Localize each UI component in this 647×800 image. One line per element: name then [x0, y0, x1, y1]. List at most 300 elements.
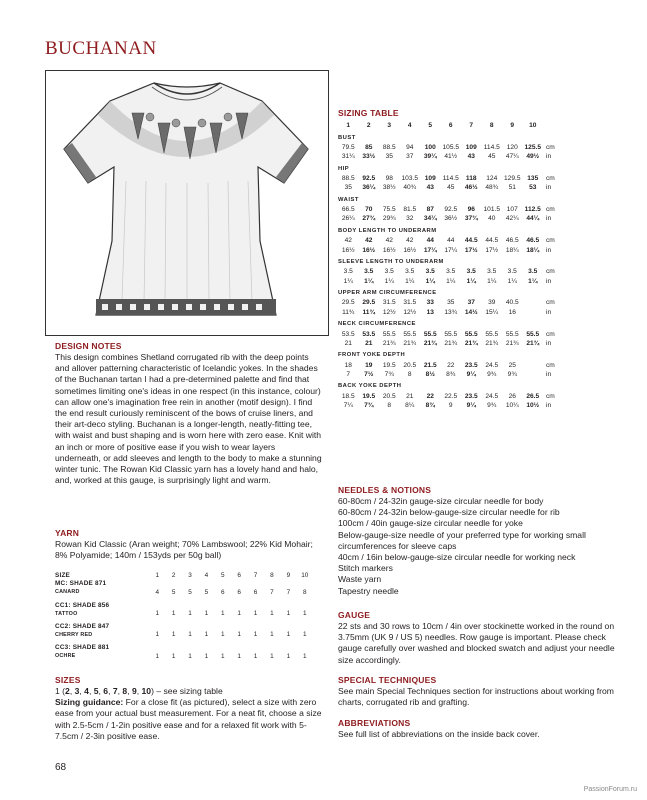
yarn-ball-count: 1	[204, 631, 209, 639]
sizing-value: 55.5	[526, 330, 540, 338]
sizing-value: 98	[385, 175, 393, 183]
sizing-value: 31.5	[403, 299, 417, 307]
sizing-value: 22	[426, 392, 434, 400]
sizing-unit: in	[546, 277, 552, 285]
sizing-value: 7	[346, 370, 351, 378]
sizing-value: 7¾	[364, 401, 374, 409]
sizing-value: 10½	[526, 401, 540, 409]
yarn-ball-count: 1	[270, 652, 274, 660]
yarn-ball-count: 1	[253, 610, 258, 618]
sizing-value: 21¾	[464, 339, 478, 347]
needles-section	[338, 485, 628, 597]
sizing-value: 66.5	[341, 206, 355, 214]
sizing-value: 26¼	[341, 215, 355, 223]
size-option: 5	[93, 686, 99, 696]
sizing-value: 45	[488, 153, 496, 161]
abbreviations-heading: ABBREVIATIONS	[338, 718, 411, 728]
sizing-value: 35	[385, 153, 393, 161]
yarn-ball-count: 7	[270, 588, 274, 596]
sizing-value: 21¾	[526, 339, 540, 347]
sizing-value: 17½	[485, 246, 499, 254]
yarn-size-number: 8	[270, 571, 274, 579]
sizing-value: 3.5	[425, 268, 435, 276]
yarn-shade-row	[55, 580, 313, 589]
sizing-value: 44	[426, 237, 434, 245]
sizing-unit: in	[546, 401, 552, 409]
sizing-measure-header	[338, 317, 560, 330]
yarn-ball-count: 1	[286, 652, 291, 660]
yarn-spacer	[264, 622, 280, 631]
yarn-text: Rowan Kid Classic (Aran weight; 70% Lambswool; 22% Kid Mohair; 8% Polyamide; 140m / 153yds per 50g ball)	[55, 539, 313, 561]
size-option: 3	[74, 686, 80, 696]
sizing-unit: cm	[546, 361, 555, 369]
sizing-size-number: 6	[448, 122, 453, 130]
yarn-shade-label: MC: SHADE 871	[55, 580, 107, 588]
sizing-unit: in	[546, 246, 552, 254]
sizing-value: 35	[447, 299, 455, 307]
sizing-value: 19.5	[362, 392, 376, 400]
sizing-row-in	[338, 276, 560, 285]
sizing-value: 42	[365, 237, 373, 245]
sizing-table-section	[338, 108, 628, 410]
sizing-size-number: 3	[387, 122, 392, 130]
sizing-value: 101.5	[483, 206, 500, 214]
yarn-size-number: 9	[286, 571, 291, 579]
yarn-spacer	[231, 643, 247, 652]
sizing-value: 21	[406, 392, 414, 400]
sizing-value: 79.5	[341, 143, 355, 151]
sizing-unit: in	[546, 215, 552, 223]
sizing-value: 43	[426, 184, 434, 192]
yarn-ball-count: 1	[204, 652, 209, 660]
sizing-table	[338, 121, 560, 410]
yarn-shade-label: CC2: SHADE 847	[55, 622, 110, 630]
yarn-ball-count: 1	[237, 631, 241, 639]
yarn-spacer	[198, 601, 214, 610]
sizing-row-cm	[338, 205, 560, 214]
sizing-value: 23.5	[464, 361, 478, 369]
yarn-heading: YARN	[55, 528, 80, 538]
needle-item: 60-80cm / 24-32in below-gauge-size circular needle for rib	[338, 507, 560, 518]
yarn-spacer	[280, 622, 296, 631]
sizing-value: 37¾	[464, 215, 478, 223]
sizing-value: 8¾	[446, 370, 456, 378]
yarn-ball-count: 1	[253, 652, 258, 660]
sizing-value: 17½	[464, 246, 478, 254]
sizing-value: 21	[365, 339, 373, 347]
sizing-value: 21¾	[382, 339, 396, 347]
yarn-spacer	[297, 580, 313, 589]
sizing-value: 124	[486, 175, 498, 183]
yarn-spacer	[215, 580, 231, 589]
sizing-value: 87	[426, 206, 434, 214]
yarn-ball-count: 1	[221, 631, 225, 639]
yarn-ball-count: 5	[188, 588, 192, 596]
yarn-shade-row	[55, 643, 313, 652]
sizing-value: 1¼	[384, 277, 394, 285]
sizing-value: 22.5	[444, 392, 458, 400]
yarn-spacer	[149, 643, 165, 652]
sizing-value: 3.5	[446, 268, 456, 276]
sizing-value: 88.5	[382, 143, 396, 151]
sizing-value: 96	[467, 206, 475, 214]
sizing-value: 20.5	[403, 361, 417, 369]
sizing-measure-header	[338, 161, 560, 174]
needle-item: 100cm / 40in gauge-size circular needle for yoke	[338, 518, 523, 529]
sizing-value: 29.5	[362, 299, 376, 307]
yarn-shade-row	[55, 601, 313, 610]
sizing-value: 109	[424, 175, 436, 183]
yarn-ball-count: 1	[302, 652, 307, 660]
sizing-value: 3.5	[384, 268, 394, 276]
yarn-shade-row	[55, 631, 313, 640]
special-techniques-heading: SPECIAL TECHNIQUES	[338, 675, 437, 685]
sizing-value: 88.5	[341, 175, 355, 183]
sizing-value: 129.5	[503, 175, 521, 183]
sizing-size-number: 10	[529, 122, 537, 130]
yarn-spacer	[182, 622, 198, 631]
sizing-value: 26	[508, 392, 516, 400]
sizing-measure-header	[338, 379, 560, 392]
yarn-shade-name: CHERRY RED	[55, 631, 93, 638]
yarn-size-number: 3	[188, 571, 192, 579]
sizing-value: 55.5	[485, 330, 499, 338]
sizing-value: 42	[344, 237, 352, 245]
yarn-size-number: 5	[221, 571, 225, 579]
yarn-shade-name: OCHRE	[55, 653, 76, 660]
sizing-measure-name: NECK CIRCUMFERENCE	[338, 321, 416, 328]
sizing-value: 14½	[464, 308, 478, 316]
sizing-value: 75.5	[382, 206, 396, 214]
sizing-unit: cm	[546, 330, 555, 338]
yarn-ball-count: 1	[155, 610, 159, 618]
yarn-quantity-table	[55, 571, 313, 664]
yarn-spacer	[215, 601, 231, 610]
sizing-measure-name: FRONT YOKE DEPTH	[338, 352, 406, 359]
sizing-row-cm	[338, 360, 560, 369]
yarn-ball-count: 6	[253, 588, 258, 596]
sizing-value: 8	[387, 401, 392, 409]
sizing-value: 70	[365, 206, 373, 214]
sizing-value: 9	[448, 401, 453, 409]
yarn-ball-count: 1	[188, 652, 192, 660]
sizing-value: 39¼	[423, 153, 437, 161]
sizing-measure-name: BODY LENGTH TO UNDERARM	[338, 227, 437, 234]
sizing-value: 13	[426, 308, 434, 316]
sizing-value: 3.5	[466, 268, 476, 276]
sizing-value: 55.5	[382, 330, 396, 338]
sizing-row-in	[338, 308, 560, 317]
sizing-value: 7½	[364, 370, 374, 378]
sizing-value: 8¾	[425, 401, 435, 409]
sizing-value: 3.5	[343, 268, 353, 276]
yarn-ball-count: 1	[286, 610, 291, 618]
sizing-row-in	[338, 339, 560, 348]
sizing-size-number: 8	[489, 122, 494, 130]
sizing-value: 125.5	[524, 143, 541, 151]
yarn-spacer	[165, 643, 181, 652]
sizing-value: 46½	[464, 184, 478, 192]
sizing-unit: cm	[546, 143, 555, 151]
sizing-row-cm	[338, 298, 560, 307]
sizing-row-in	[338, 183, 560, 192]
yarn-spacer	[215, 622, 231, 631]
yarn-ball-count: 1	[270, 631, 274, 639]
yarn-spacer	[182, 601, 198, 610]
yarn-spacer	[264, 580, 280, 589]
yarn-spacer	[247, 622, 263, 631]
yarn-ball-count: 1	[253, 631, 258, 639]
sizing-row-in	[338, 401, 560, 410]
sweater-drawing	[46, 71, 328, 335]
sizing-value: 21	[344, 339, 352, 347]
sizing-unit: in	[546, 153, 552, 161]
sizing-value: 8½	[425, 370, 435, 378]
yarn-spacer	[264, 601, 280, 610]
yarn-ball-count: 1	[237, 652, 241, 660]
sizing-value: 22	[447, 361, 455, 369]
size-option: 6	[103, 686, 109, 696]
yarn-ball-count: 1	[171, 652, 176, 660]
sizing-value: 31¼	[341, 153, 355, 161]
sizing-value: 16½	[403, 246, 417, 254]
sizing-value: 46.5	[505, 237, 519, 245]
yarn-size-number: 7	[253, 571, 258, 579]
sizing-value: 37	[467, 299, 475, 307]
sizing-value	[523, 370, 544, 379]
sizing-value: 23.5	[464, 392, 478, 400]
gauge-section	[338, 610, 628, 666]
sizing-value: 44.5	[464, 237, 478, 245]
yarn-ball-count: 6	[221, 588, 225, 596]
yarn-shade-row	[55, 652, 313, 661]
sizing-value: 120	[506, 143, 518, 151]
sizing-value: 9¾	[487, 401, 497, 409]
sizing-value: 37	[406, 153, 414, 161]
sizing-value: 81.5	[403, 206, 417, 214]
sizing-measure-header	[338, 286, 560, 299]
sizing-value: 1¼	[446, 277, 456, 285]
yarn-spacer	[231, 622, 247, 631]
sizing-value: 55.5	[423, 330, 437, 338]
sizing-value: 118	[465, 175, 477, 183]
needle-item: Tapestry needle	[338, 585, 399, 596]
yarn-spacer	[165, 580, 181, 589]
sizing-value: 114.5	[483, 143, 500, 151]
yarn-shade-row	[55, 622, 313, 631]
sizing-value: 1¼	[343, 277, 353, 285]
sizing-value: 36¼	[362, 184, 376, 192]
yarn-size-header-row	[55, 571, 313, 580]
sizing-value: 18.5	[341, 392, 355, 400]
sizing-value: 92.5	[444, 206, 458, 214]
gauge-heading: GAUGE	[338, 610, 371, 620]
sizing-header-row	[338, 121, 560, 130]
sizing-value: 3.5	[364, 268, 374, 276]
sizing-unit: in	[546, 184, 552, 192]
sizing-row-in	[338, 245, 560, 254]
sizing-unit: cm	[546, 206, 555, 214]
sizing-value: 34¼	[423, 215, 437, 223]
sizing-unit: cm	[546, 392, 555, 400]
sizing-value: 9¼	[466, 401, 476, 409]
yarn-spacer	[198, 580, 214, 589]
sizing-value: 55.5	[403, 330, 417, 338]
sizing-value: 27¾	[362, 215, 376, 223]
sizes-section	[55, 675, 323, 742]
sizing-row-cm	[338, 236, 560, 245]
sizing-value: 44	[447, 237, 455, 245]
yarn-ball-count: 7	[286, 588, 291, 596]
sizing-value: 12½	[382, 308, 396, 316]
yarn-shade-name: CANARD	[55, 589, 80, 596]
sizing-guidance-label: Sizing guidance:	[55, 697, 124, 708]
sizing-value: 100	[424, 143, 436, 151]
yarn-spacer	[198, 643, 214, 652]
sizing-value: 25	[508, 361, 516, 369]
watermark: PassionForum.ru	[583, 786, 637, 793]
sizing-value: 53	[529, 184, 537, 192]
sizing-measure-header	[338, 130, 560, 143]
yarn-ball-count: 1	[221, 652, 225, 660]
design-notes-section	[55, 341, 323, 486]
yarn-ball-count: 1	[155, 652, 159, 660]
yarn-spacer	[165, 622, 181, 631]
yarn-size-number: 1	[155, 571, 159, 579]
yarn-spacer	[149, 580, 165, 589]
yarn-ball-count: 1	[171, 631, 176, 639]
sizing-value: 32	[406, 215, 414, 223]
yarn-shade-row	[55, 588, 313, 597]
yarn-spacer	[297, 622, 313, 631]
sizing-value: 47¼	[505, 153, 519, 161]
special-techniques-section	[338, 675, 628, 708]
needles-heading: NEEDLES & NOTIONS	[338, 485, 432, 495]
yarn-spacer	[297, 643, 313, 652]
sizing-value: 49½	[526, 153, 540, 161]
sizing-guidance	[55, 697, 323, 742]
sizing-value: 92.5	[362, 175, 376, 183]
sizing-value: 44.5	[485, 237, 499, 245]
yarn-row-gap	[55, 660, 313, 664]
sizing-value: 39	[488, 299, 496, 307]
sizing-size-number: 9	[510, 122, 515, 130]
sizes-heading: SIZES	[55, 675, 81, 685]
yarn-gap-cell	[55, 660, 149, 664]
sweater-illustration	[45, 70, 329, 336]
yarn-ball-count: 1	[302, 610, 307, 618]
sizing-value: 45	[447, 184, 455, 192]
yarn-ball-count: 6	[237, 588, 241, 596]
yarn-spacer	[280, 643, 296, 652]
yarn-size-number: 6	[237, 571, 241, 579]
sizing-value: 8¼	[405, 401, 415, 409]
sizing-value: 51	[508, 184, 516, 192]
pattern-title: BUCHANAN	[45, 38, 157, 59]
yarn-spacer	[247, 601, 263, 610]
yarn-shade-label: CC3: SHADE 881	[55, 643, 110, 651]
yarn-size-number: 10	[301, 571, 309, 579]
yarn-shade-name: TATTOO	[55, 610, 78, 617]
sizing-value: 55.5	[444, 330, 458, 338]
sizing-value: 21¾	[423, 339, 437, 347]
yarn-spacer	[231, 580, 247, 589]
sizing-value: 112.5	[524, 206, 541, 214]
sizing-value: 42	[406, 237, 414, 245]
sizing-value: 18¼	[526, 246, 540, 254]
yarn-spacer	[247, 643, 263, 652]
yarn-spacer	[264, 643, 280, 652]
sizing-value: 105.5	[442, 143, 459, 151]
yarn-spacer	[149, 622, 165, 631]
sizing-value: 21¾	[505, 339, 519, 347]
yarn-spacer	[182, 643, 198, 652]
sizing-measure-name: HIP	[338, 165, 350, 172]
sizing-value: 29¾	[382, 215, 396, 223]
yarn-ball-count: 5	[171, 588, 176, 596]
sizing-value: 114.5	[442, 175, 459, 183]
yarn-ball-count: 1	[188, 631, 192, 639]
sizing-value: 33	[426, 299, 434, 307]
sizing-value: 1¼	[507, 277, 517, 285]
sizing-value: 36½	[444, 215, 458, 223]
yarn-spacer	[297, 601, 313, 610]
yarn-size-number: 4	[204, 571, 209, 579]
yarn-ball-count: 1	[155, 631, 159, 639]
sizing-value: 15¼	[485, 308, 499, 316]
sizing-table-heading: SIZING TABLE	[338, 108, 399, 118]
sizing-size-number: 1	[346, 122, 351, 130]
abbreviations-text: See full list of abbreviations on the inside back cover.	[338, 729, 540, 739]
size-option: 2	[65, 686, 70, 696]
size-option: 9	[131, 686, 137, 696]
sizing-value: 55.5	[505, 330, 519, 338]
size-option: 10	[141, 686, 152, 696]
sizing-value: 41½	[444, 153, 458, 161]
sizing-measure-header	[338, 224, 560, 237]
sizing-value: 16½	[382, 246, 396, 254]
sizing-row-cm	[338, 267, 560, 276]
sizing-value: 1¼	[466, 277, 476, 285]
yarn-ball-count: 1	[171, 610, 176, 618]
yarn-spacer	[215, 643, 231, 652]
sizing-value: 21¾	[485, 339, 499, 347]
needle-item: 40cm / 16in below-gauge-size circular needle for working neck	[338, 552, 576, 563]
special-techniques-text: See main Special Techniques section for instructions about working from charts, corrugated rib and grafting.	[338, 686, 614, 708]
sizing-value: 18	[344, 361, 352, 369]
sizing-unit: in	[546, 339, 552, 347]
sizing-value: 21¾	[444, 339, 458, 347]
sizing-value: 1¼	[425, 277, 435, 285]
sizing-value: 3.5	[528, 268, 538, 276]
needle-item: Below-gauge-size needle of your preferred type for working small circumferences for sleeve caps	[338, 529, 586, 551]
size-option: 4	[84, 686, 89, 696]
sizing-value: 94	[406, 143, 414, 151]
sizing-unit: cm	[546, 268, 555, 276]
sizing-value: 12½	[403, 308, 417, 316]
sizing-value	[523, 298, 544, 307]
sizing-value: 1¼	[405, 277, 415, 285]
sizing-value: 3.5	[507, 268, 517, 276]
sizing-unit: in	[546, 370, 552, 378]
yarn-ball-count: 4	[155, 588, 159, 596]
yarn-shade-row	[55, 609, 313, 618]
sizing-value: 21¾	[403, 339, 417, 347]
sizing-measure-name: BACK YOKE DEPTH	[338, 383, 402, 390]
sizing-value: 7¼	[343, 401, 353, 409]
sizing-value: 17¼	[423, 246, 437, 254]
sizing-value: 20.5	[382, 392, 396, 400]
